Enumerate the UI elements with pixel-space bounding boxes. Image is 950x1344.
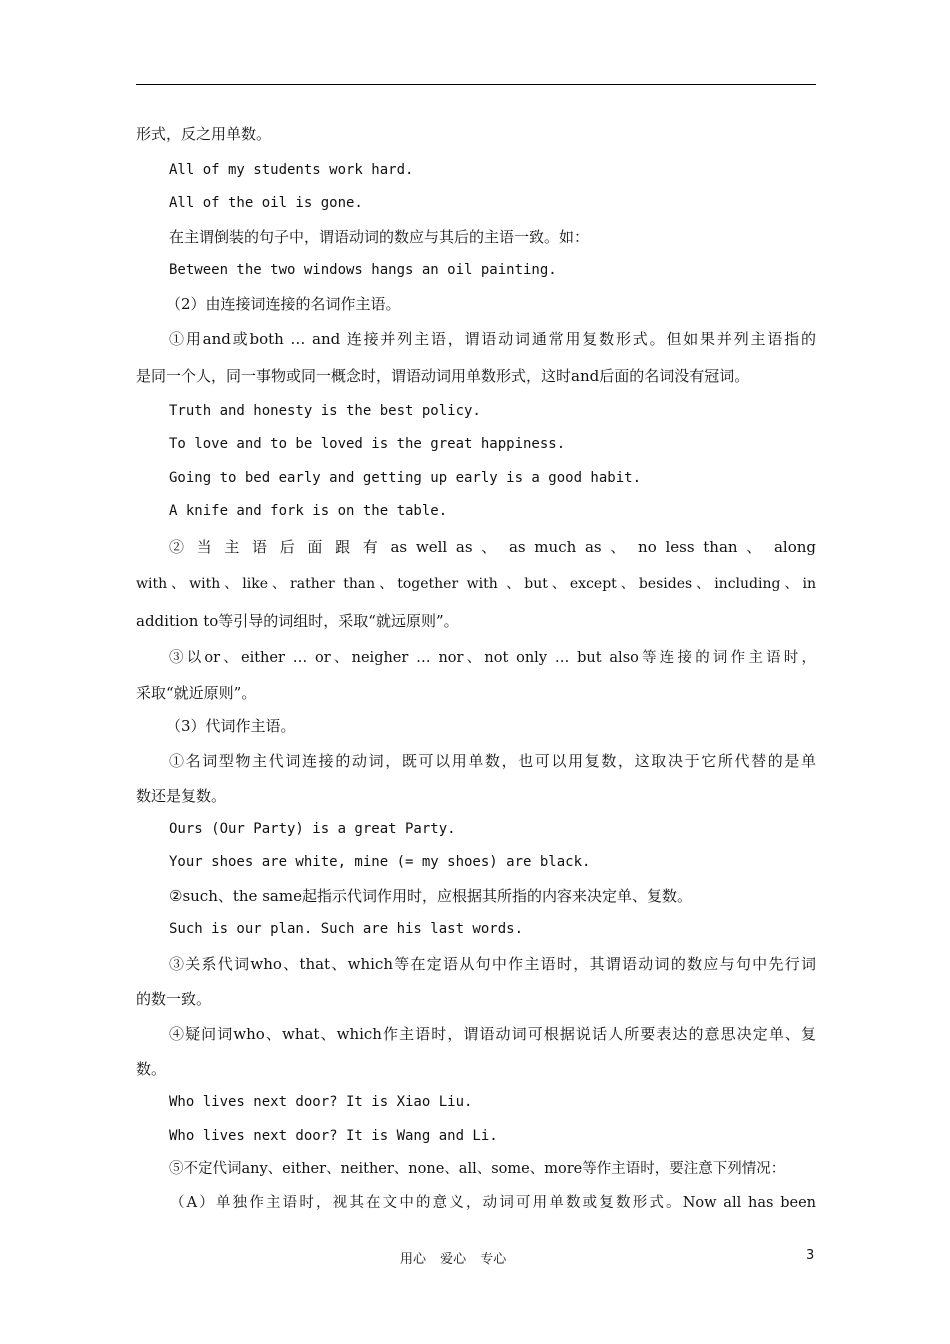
document-body (136, 118, 816, 1220)
paragraph-line: ③关系代词who、that、which等在定语从句中作主语时，其谓语动词的数应与句中先行词 (169, 955, 816, 974)
paragraph-line: ②such、the same起指示代词作用时，应根据其所指的内容来决定单、复数。 (169, 886, 692, 905)
paragraph-line: 数。 (136, 1060, 167, 1079)
section-heading: （3）代词作主语。 (166, 716, 296, 735)
paragraph-line: ①用and或both … and 连接并列主语，谓语动词通常用复数形式。但如果并列主语指的 (169, 329, 816, 348)
example-sentence: To love and to be loved is the great happiness. (169, 436, 566, 453)
example-sentence: A knife and fork is on the table. (169, 503, 448, 520)
paragraph-line: 的数一致。 (136, 990, 212, 1009)
example-sentence: Between the two windows hangs an oil painting. (169, 262, 557, 279)
example-sentence: Ours (Our Party) is a great Party. (169, 820, 456, 837)
example-sentence: Who lives next door? It is Xiao Liu. (169, 1094, 473, 1111)
page-number: 3 (806, 1248, 815, 1263)
paragraph-line: 形式，反之用单数。 (136, 125, 272, 143)
section-heading: （2）由连接词连接的名词作主语。 (166, 294, 401, 313)
example-sentence: Going to bed early and getting up early is a good habit. (169, 469, 642, 486)
paragraph-line: 是同一个人，同一事物或同一概念时，谓语动词用单数形式，这时and后面的名词没有冠词。 (136, 366, 750, 385)
example-sentence: All of my students work hard. (169, 162, 414, 178)
paragraph-line: addition to等引导的词组时，采取“就远原则”。 (136, 611, 459, 630)
paragraph-line: with、with、like、rather than、together with 、but、except、besides、including、in (136, 575, 816, 592)
example-sentence: Such is our plan. Such are his last words. (169, 921, 524, 938)
paragraph-line: 采取“就近原则”。 (136, 683, 257, 702)
paragraph-line: ①名词型物主代词连接的动词，既可以用单数，也可以用复数，这取决于它所代替的是单 (169, 751, 816, 770)
paragraph-line: ② 当 主 语 后 面 跟 有 as well as 、 as much as 、 no less than 、 along (169, 537, 816, 556)
paragraph-line: 在主谓倒装的句子中，谓语动词的数应与其后的主语一致。如： (169, 227, 590, 246)
example-sentence: Your shoes are white, mine (= my shoes) are black. (169, 854, 591, 871)
example-sentence: All of the oil is gone. (169, 195, 363, 212)
footer-motto: 用心 爱心 专心 (400, 1252, 507, 1267)
example-sentence: Truth and honesty is the best policy. (169, 402, 481, 419)
paragraph-line: ③以or、either … or、neigher … nor、not only … but also等连接的词作主语时， (169, 649, 816, 666)
example-sentence: Who lives next door? It is Wang and Li. (169, 1127, 498, 1144)
paragraph-line: ④疑问词who、what、which作主语时，谓语动词可根据说话人所要表达的意思决定单、复 (169, 1025, 816, 1044)
paragraph-line: 数还是复数。 (136, 786, 227, 805)
paragraph-line: （A）单独作主语时，视其在文中的意义，动词可用单数或复数形式。Now all has been (170, 1194, 816, 1211)
page-footer (0, 1248, 950, 1268)
header-rule (136, 84, 816, 85)
paragraph-line: ⑤不定代词any、either、neither、none、all、some、more等作主语时，要注意下列情况： (169, 1161, 786, 1178)
